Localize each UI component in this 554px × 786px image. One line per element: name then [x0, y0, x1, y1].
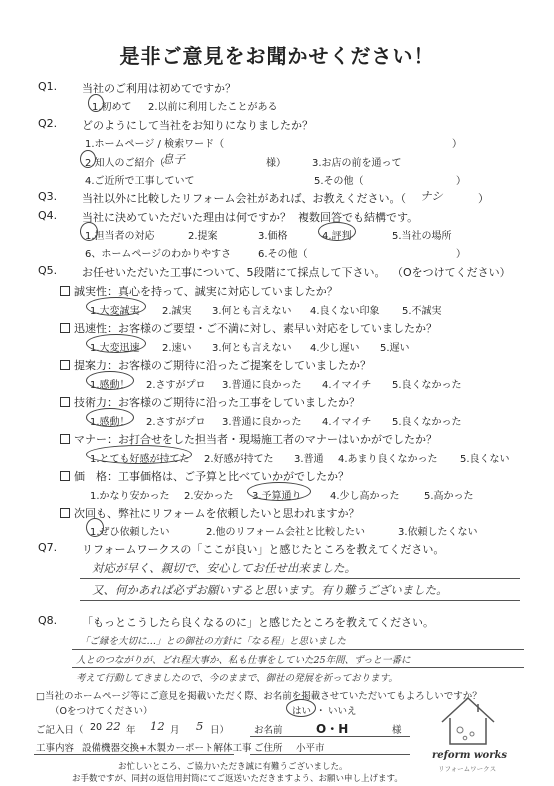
q5-item-3-option-1[interactable]: 1.感動！ — [90, 380, 130, 391]
consent-question: □当社のホームページ等にご意見を掲載いただく際、お名前を掲載させていただいてもよろしいですか？ — [36, 691, 482, 702]
q5-item-2-option-1[interactable]: 1.大変迅速 — [90, 343, 140, 354]
q2-handwritten-referrer: 息子 — [162, 152, 185, 166]
q7-handwritten-line-1: 対応が早く、親切で、安心してお任せ出来ました。 — [92, 561, 357, 575]
name-suffix: 様 — [392, 725, 402, 736]
answer-circle — [86, 371, 134, 390]
q4-option-7-close: ） — [456, 249, 466, 260]
q2-option-5[interactable]: 5.その他（ — [314, 176, 364, 187]
q5-item-4-option-2[interactable]: 2.さすがプロ — [146, 417, 206, 428]
date-year-unit: 年 — [126, 725, 136, 736]
q5-item-4-option-3[interactable]: 3.普通に良かった — [222, 417, 302, 428]
q5-item-6-label: 価 格：工事価格は、ご予算と比べていかがでしたか？ — [60, 468, 349, 484]
date-label: ご記入日（ — [36, 725, 84, 736]
answer-line — [72, 649, 524, 650]
q7-question: リフォームワークスの「ここが良い」と感じたところを教えてください。 — [82, 543, 445, 556]
q5-item-3-option-4[interactable]: 4.イマイチ — [322, 380, 372, 391]
answer-circle — [247, 482, 311, 501]
q2-option-3[interactable]: 3.お店の前を通って — [312, 158, 402, 169]
answer-circle — [86, 518, 104, 537]
q5-item-3-option-2[interactable]: 2.さすがプロ — [146, 380, 206, 391]
q5-item-5-option-5[interactable]: 5.良くない — [460, 454, 510, 465]
q5-item-3-label: 提案力：お客様のご期待に沿ったご提案をしていましたか？ — [60, 357, 371, 373]
q5-item-4-option-4[interactable]: 4.イマイチ — [322, 417, 372, 428]
checkbox-icon — [60, 397, 70, 407]
answer-circle — [86, 334, 146, 353]
q5-item-7-label: 次回も、弊社にリフォームを依頼したいと思われますか？ — [60, 505, 359, 521]
answer-circle — [86, 408, 134, 427]
address-underline — [250, 754, 410, 755]
q8-question: 「もっとこうしたら良くなるのに」と感じたところを教えてください。 — [82, 616, 434, 629]
q5-item-5-option-4[interactable]: 4.あまり良くなかった — [338, 454, 438, 465]
logo-text: reform works — [432, 750, 508, 761]
consent-yes-option[interactable]: はい — [292, 706, 312, 717]
q5-question: お任せいただいた工事について、5段階にて採点して下さい。 — [82, 266, 386, 279]
q5-item-2-option-4[interactable]: 4.少し遅い — [310, 343, 360, 354]
q4-option-4[interactable]: 4.評判 — [322, 231, 352, 242]
q4-option-2[interactable]: 2.提案 — [188, 231, 218, 242]
q2-question: どのようにして当社をお知りになりましたか？ — [82, 119, 313, 132]
q5-item-6-option-5[interactable]: 5.高かった — [424, 491, 474, 502]
q2-option-2[interactable]: 2.知人のご紹介（ — [85, 158, 165, 169]
checkbox-icon — [60, 471, 70, 481]
q5-item-2-option-3[interactable]: 3.何とも言えない — [212, 343, 292, 354]
q7-number: Q7. — [38, 541, 58, 554]
q8-handwritten-line-1: 「ご縁を大切に…」との御社の方針に「なる程」と思いました — [80, 636, 347, 647]
q5-item-3-option-5[interactable]: 5.良くなかった — [392, 380, 462, 391]
q5-note: （Oをつけてください） — [392, 266, 511, 279]
q5-item-6-option-2[interactable]: 2.安かった — [184, 491, 234, 502]
name-label: お名前 — [254, 725, 283, 736]
q2-option-5-close: ） — [456, 176, 466, 187]
consent-separator: ・ — [316, 706, 326, 717]
q4-note: 複数回答でも結構です。 — [298, 211, 419, 224]
q5-item-2-option-2[interactable]: 2.速い — [162, 343, 192, 354]
q3-handwritten-answer: ナシ — [420, 189, 443, 203]
answer-line — [80, 600, 520, 601]
q2-number: Q2. — [38, 117, 58, 130]
house-logo-icon — [420, 690, 516, 750]
answer-circle — [88, 94, 104, 112]
q1-question: 当社のご利用は初めてですか？ — [82, 82, 236, 95]
q2-option-1-close: ） — [452, 139, 462, 150]
logo-subtext: リフォームワークス — [438, 765, 497, 773]
q5-item-3-option-3[interactable]: 3.普通に良かった — [222, 380, 302, 391]
q5-item-1-option-5[interactable]: 5.不誠実 — [402, 306, 442, 317]
q3-question: 当社以外に比較したリフォーム会社があれば、お教えください。（ — [82, 192, 406, 205]
q5-item-2-label: 迅速性：お客様のご要望・ご不満に対し、素早い対応をしていましたか？ — [60, 320, 437, 336]
q8-number: Q8. — [38, 614, 58, 627]
q5-item-5-option-1[interactable]: 1.とても好感が持てた — [90, 454, 190, 465]
q5-item-6-option-4[interactable]: 4.少し高かった — [330, 491, 400, 502]
q3-number: Q3. — [38, 190, 58, 203]
q5-item-6-option-3[interactable]: 3.予算通り — [252, 491, 302, 502]
checkbox-icon — [60, 360, 70, 370]
answer-line — [80, 578, 520, 579]
q4-option-3[interactable]: 3.価格 — [258, 231, 288, 242]
return-note: お手数ですが、同封の返信用封筒にてご返送いただきますよう、お願い申し上げます。 — [72, 774, 403, 784]
q5-number: Q5. — [38, 264, 58, 277]
q3-close: ） — [478, 192, 489, 205]
q1-option-2[interactable]: 2.以前に利用したことがある — [148, 102, 278, 113]
q2-option-2-suffix: 様） — [266, 158, 286, 169]
checkbox-icon — [60, 323, 70, 333]
answer-line — [72, 667, 524, 668]
q4-question: 当社に決めていただいた理由は何ですか？ — [82, 211, 291, 224]
q4-option-6[interactable]: 6、ホームページのわかりやすさ — [85, 249, 232, 260]
q5-item-1-option-3[interactable]: 3.何とも言えない — [212, 306, 292, 317]
consent-no-option[interactable]: いいえ — [328, 706, 357, 717]
q5-item-1-option-4[interactable]: 4.良くない印象 — [310, 306, 380, 317]
work-content[interactable]: 設備機器交換+木製カーポート解体工事 — [82, 743, 252, 754]
q5-item-1-option-1[interactable]: 1.大変誠実 — [90, 306, 140, 317]
q5-item-4-option-1[interactable]: 1.感動！ — [90, 417, 130, 428]
q5-item-4-label: 技術力：お客様のご期待に沿った工事をしていましたか？ — [60, 394, 360, 410]
checkbox-icon — [60, 508, 70, 518]
q5-item-7-option-1[interactable]: 1.ぜひ依頼したい — [90, 527, 170, 538]
date-day[interactable]: 5 — [196, 719, 204, 733]
date-year[interactable]: 22 — [106, 719, 121, 733]
work-underline — [34, 754, 234, 755]
address-value[interactable]: 小平市 — [296, 743, 325, 754]
q8-handwritten-line-3: 考えて行動してきましたので、今のままで、御社の発展を祈っております。 — [76, 673, 398, 684]
q5-item-5-option-2[interactable]: 2.好感が持てた — [204, 454, 274, 465]
survey-title: 是非ご意見をお聞かせください！ — [119, 44, 435, 68]
q1-number: Q1. — [38, 80, 58, 93]
date-year-prefix: 20 — [90, 722, 103, 733]
checkbox-icon — [60, 286, 70, 296]
answer-circle — [318, 222, 356, 241]
answer-circle — [286, 699, 316, 717]
q5-item-4-option-5[interactable]: 5.良くなかった — [392, 417, 462, 428]
answer-circle — [86, 297, 146, 316]
consent-instruction: （Oをつけてください） — [50, 706, 153, 717]
work-label: 工事内容 — [36, 743, 75, 754]
answer-circle — [80, 222, 98, 241]
q1-option-1[interactable]: 1.初めて — [92, 102, 132, 113]
q2-option-1[interactable]: 1.ホームページ / 検索ワード（ — [85, 139, 225, 150]
q5-item-5-label: マナー：お打合せをした担当者・現場施工者のマナーはいかがでしたか？ — [60, 431, 437, 447]
thanks-note: お忙しいところ、ご協力いただき誠に有難うございました。 — [118, 762, 348, 772]
answer-circle — [80, 150, 96, 168]
q5-item-2-option-5[interactable]: 5.遅い — [380, 343, 410, 354]
date-month[interactable]: 12 — [150, 719, 165, 733]
q4-number: Q4. — [38, 209, 58, 222]
q5-item-6-option-1[interactable]: 1.かなり安かった — [90, 491, 170, 502]
q5-item-7-option-2[interactable]: 2.他のリフォーム会社と比較したい — [206, 527, 366, 538]
q4-option-1[interactable]: 1.担当者の対応 — [85, 231, 155, 242]
date-day-unit: 日） — [210, 725, 230, 736]
q5-item-1-label: 誠実性：真心を持って、誠実に対応していましたか？ — [60, 283, 338, 299]
q8-handwritten-line-2: 人とのつながりが、どれ程大事か、私も仕事をしていた25年間、ずっと一番に — [76, 655, 411, 666]
customer-name[interactable]: O・H — [316, 722, 349, 736]
checkbox-icon — [60, 434, 70, 444]
address-label: ご住所 — [254, 743, 283, 754]
q2-option-4[interactable]: 4.ご近所で工事していて — [85, 176, 195, 187]
q5-item-1-option-2[interactable]: 2.誠実 — [162, 306, 192, 317]
q7-handwritten-line-2: 又、何かあれば必ずお願いすると思います。有り難うございました。 — [92, 583, 448, 597]
q5-item-7-option-3[interactable]: 3.依頼したくない — [398, 527, 478, 538]
q4-option-7[interactable]: 6.その他（ — [258, 249, 308, 260]
answer-circle — [86, 445, 192, 464]
name-underline — [250, 736, 410, 737]
q5-item-5-option-3[interactable]: 3.普通 — [294, 454, 324, 465]
date-month-unit: 月 — [170, 725, 180, 736]
q4-option-5[interactable]: 5.当社の場所 — [392, 231, 452, 242]
company-logo — [420, 690, 516, 780]
